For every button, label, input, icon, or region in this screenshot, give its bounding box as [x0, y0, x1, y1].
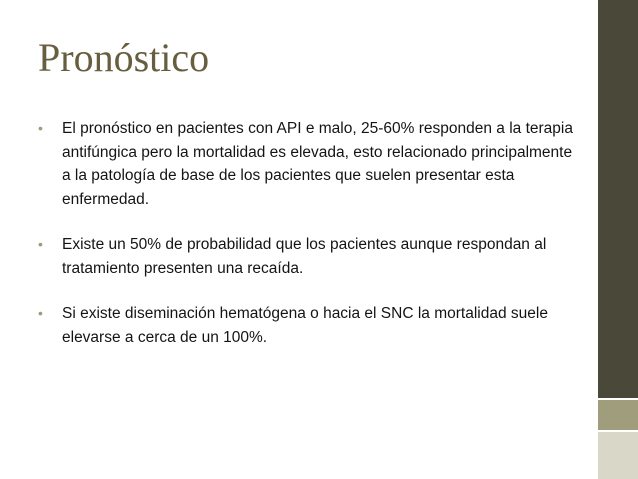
bullet-icon: • — [38, 305, 43, 321]
bullet-list — [38, 117, 578, 371]
bullet-item-3 — [38, 302, 578, 349]
sidebar-dark-block — [598, 0, 638, 398]
bullet-text-3: Si existe diseminación hematógena o hacia el SNC la mortalidad suele elevarse a cerca de un 100%. — [62, 305, 548, 346]
sidebar-olive-block — [598, 400, 638, 430]
bullet-item-1 — [38, 117, 578, 211]
bullet-text-1: El pronóstico en pacientes con API e malo, 25-60% responden a la terapia antifúngica pero la mortalidad es elevada, esto relacionado principalmente a la patología de base de los pacientes que suelen presentar esta enfermedad. — [62, 120, 573, 208]
bullet-icon: • — [38, 120, 43, 136]
bullet-text-2: Existe un 50% de probabilidad que los pacientes aunque respondan al tratamiento presenten una recaída. — [62, 236, 547, 277]
decorative-sidebar — [598, 0, 638, 479]
slide-title: Pronóstico — [38, 35, 210, 80]
sidebar-light-block — [598, 432, 638, 479]
bullet-item-2 — [38, 233, 578, 280]
bullet-icon: • — [38, 236, 43, 252]
